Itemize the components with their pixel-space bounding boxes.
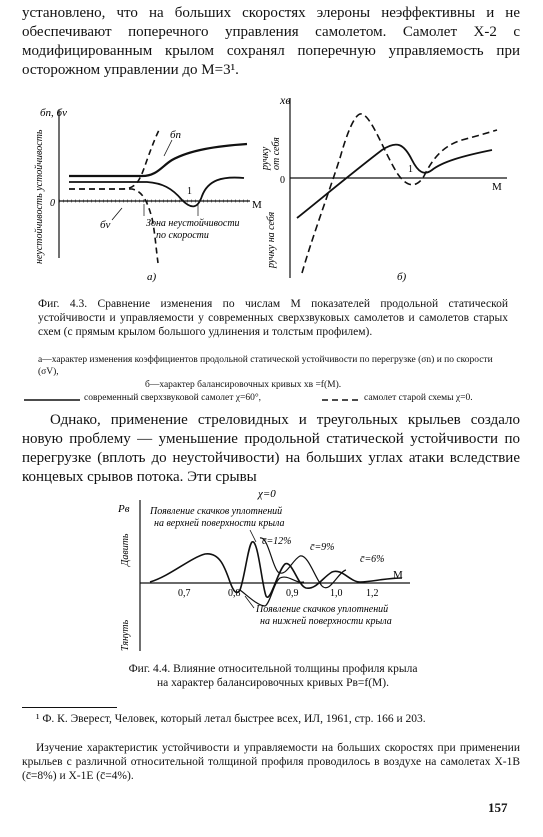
intro-paragraph: установлено, что на больших скоростях элероны неэффективны и не обеспечивают поперечного управления самолетом. Самолет X-2 с модифицированным крылом сохранял поперечную управляемость при осторожном управлении до M=3¹. [22, 5, 520, 78]
curve-label-bv: бv [100, 219, 111, 231]
left-marker: 1 [187, 186, 192, 197]
fig44-y-top-label: Pв [118, 503, 130, 515]
fig44-tick-0: 0,7 [178, 588, 191, 599]
fig44-y-lower-label: Тянуть [120, 619, 131, 651]
fig44-tick-4: 1,2 [366, 588, 379, 599]
figure-4-4 [110, 486, 430, 656]
footnote-continuation: Изучение характеристик устойчивости и управляемости на больших скоростях при применении крыльев с различной относительной толщиной профиля проводилось в воздухе на самолетах X-1B (c̄=8%) и X-1E (c̄=4%). [22, 742, 520, 782]
fig44-annotation-top-2: на верхней поверхности крыла [154, 518, 285, 529]
figure-4-4-caption: Фиг. 4.4. Влияние относительной толщины профиля крыла на характер балансировочных кривых Pв=f(M). [128, 663, 418, 689]
figure-4-3-caption: Фиг. 4.3. Сравнение изменения по числам M показателей продольной статической устойчивости и управляемости у современных сверхзвуковых самолетов и самолетов старых схем (с прямым крылом большого удлинения и толстым профилем). [38, 298, 508, 338]
fig44-title: χ=0 [258, 488, 276, 500]
legend-solid-line [22, 394, 82, 406]
fig44-tick-3: 1,0 [330, 588, 343, 599]
legend-dashed-line [320, 394, 360, 406]
right-y-upper-label-2: от себя [271, 137, 282, 170]
panel-b-label: б) [397, 271, 407, 283]
fig44-y-upper-label: Давить [120, 533, 131, 566]
panel-b [260, 93, 507, 283]
figure-4-3 [22, 88, 520, 293]
zone-label-1: Зона неустойчивости [146, 218, 240, 229]
left-origin: 0 [50, 198, 55, 209]
left-x-label: M [252, 199, 262, 211]
right-origin: 0 [280, 175, 285, 186]
panel-a-label: а) [147, 271, 157, 283]
panel-a [34, 107, 262, 283]
zone-label-2: по скорости [156, 230, 209, 241]
fig44-tick-1: 0,8 [228, 588, 241, 599]
fig44-annotation-top-1: Появление скачков уплотнений [150, 506, 283, 517]
legend-dashed-text: самолет старой схемы χ=0. [364, 393, 473, 403]
fig44-tick-2: 0,9 [286, 588, 299, 599]
figure-4-3-legend-a: а—характер изменения коэффициентов продольной статической устойчивости по перегрузке (σn) и по скорости (σV), [38, 355, 493, 377]
footnote: ¹ Ф. К. Эверест, Человек, который летал быстрее всех, ИЛ, 1961, стр. 166 и 203. [36, 713, 426, 725]
figure-4-3-legend-b: б—характер балансировочных кривых xв =f(M). [145, 380, 342, 390]
fig44-x-label: M [393, 569, 403, 581]
fig44-curve-label-0: c̄=12% [262, 536, 292, 547]
figure-4-3-legend-line [22, 392, 520, 406]
right-marker: 1 [408, 164, 413, 175]
fig44-curve-label-1: c̄=9% [310, 542, 335, 553]
fig44-annotation-bottom-1: Появление скачков уплотнений [256, 604, 389, 615]
left-y-axis-label: неустойчивость устойчивость [34, 129, 45, 264]
right-y-lower-label: ручку на себя [266, 211, 277, 268]
footnote-rule [22, 707, 117, 708]
main-paragraph: Однако, применение стреловидных и треугольных крыльев создало новую проблему — уменьшение продольной статической устойчивости по перегрузке (вплоть до неустойчивости) на больших углах атаки вследствие концевых срывов потока. Эти срывы [22, 412, 520, 485]
right-y-top-label: xв [280, 93, 291, 107]
left-y-top-label: бn, бv [40, 107, 67, 119]
legend-solid-text: современный сверхзвуковой самолет χ=60°, [84, 393, 261, 403]
page-number: 157 [488, 800, 508, 815]
fig44-curve-label-2: c̄=6% [360, 554, 385, 565]
curve-label-bn: бn [170, 129, 182, 141]
right-y-upper-label-1: ручку [260, 146, 271, 170]
right-x-label: M [492, 181, 502, 193]
fig44-annotation-bottom-2: на нижней поверхности крыла [260, 616, 392, 627]
